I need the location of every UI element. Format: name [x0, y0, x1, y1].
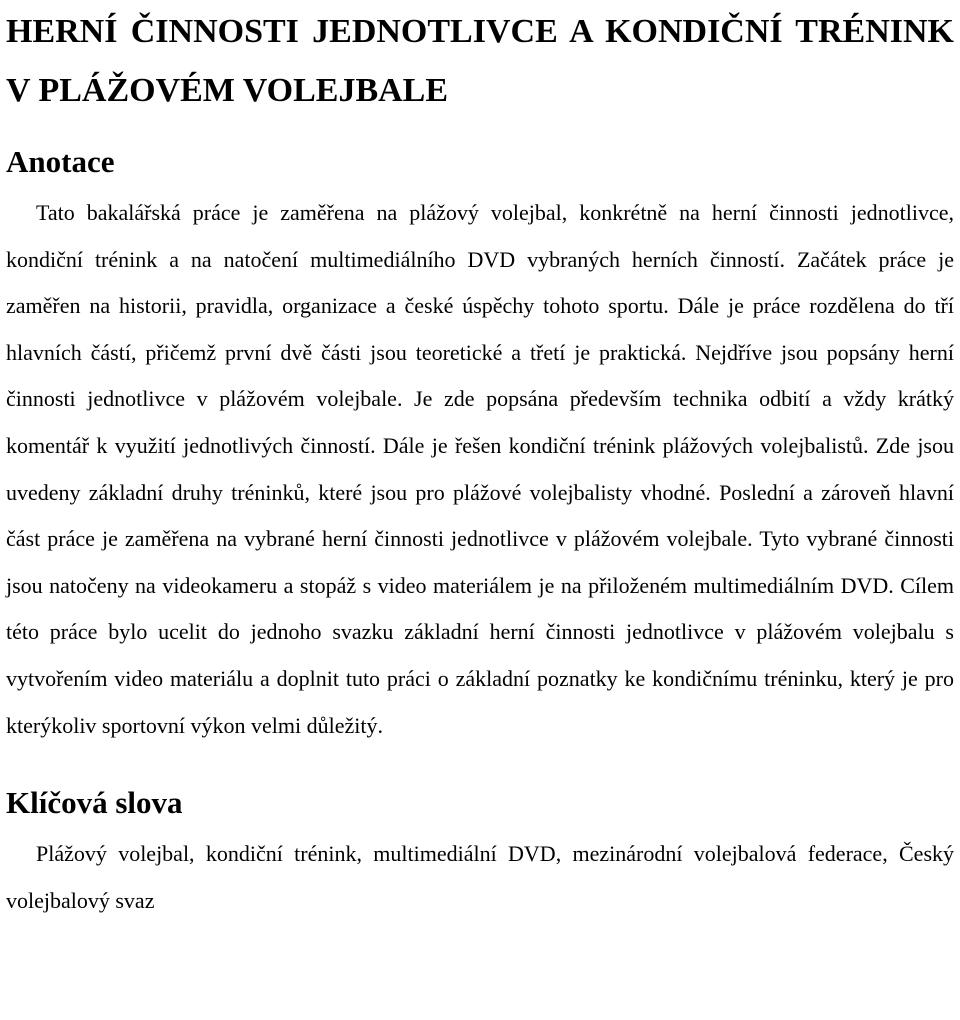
- abstract-heading: Anotace: [6, 144, 115, 179]
- document-title: HERNÍ ČINNOSTI JEDNOTLIVCE A KONDIČNÍ TRÉNINK V PLÁŽOVÉM VOLEJBALE: [6, 13, 954, 109]
- keywords-heading: Klíčová slova: [6, 785, 183, 821]
- document-page: [6, 0, 954, 924]
- abstract-paragraph: Tato bakalářská práce je zaměřena na plážový volejbal, konkrétně na herní činnosti jednotlivce, kondiční trénink a na natočení multimediálního DVD vybraných herních činností. Začátek práce je zaměřen na historii, pravidla, organizace a české úspěchy tohoto sportu. Dále je práce rozdělena do tří hlavních částí, přičemž první dvě části jsou teoretické a třetí je praktická. Nejdříve jsou popsány herní činnosti jednotlivce v plážovém volejbale. Je zde popsána především technika odbití a vždy krátký komentář k využití jednotlivých činností. Dále je řešen kondiční trénink plážových volejbalistů. Zde jsou uvedeny základní druhy tréninků, které jsou pro plážové volejbalisty vhodné. Poslední a zároveň hlavní část práce je zaměřena na vybrané herní činnosti jednotlivce v plážovém volejbale. Tyto vybrané činnosti jsou natočeny na videokameru a stopáž s video materiálem je na přiloženém multimediálním DVD. Cílem této práce bylo ucelit do jednoho svazku základní herní činnosti jednotlivce v plážovém volejbalu s vytvořením video materiálu a doplnit tuto práci o základní poznatky ke kondičnímu tréninku, který je pro kterýkoliv sportovní výkon velmi důležitý.: [6, 200, 954, 738]
- keywords-paragraph: Plážový volejbal, kondiční trénink, multimediální DVD, mezinárodní volejbalová federace, Český volejbalový svaz: [6, 841, 954, 913]
